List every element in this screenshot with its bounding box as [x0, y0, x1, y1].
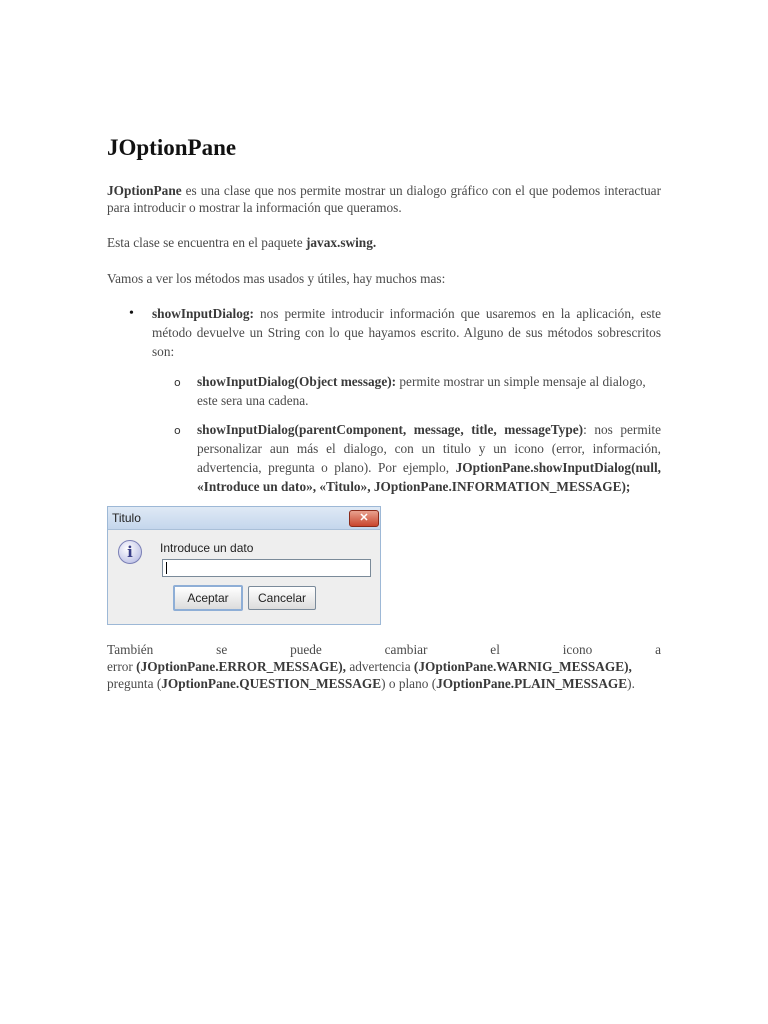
methods-intro: Vamos a ver los métodos mas usados y útiles, hay muchos mas:	[107, 271, 446, 286]
sub-signature: showInputDialog(parentComponent, message, title, messageType)	[197, 422, 584, 437]
bullet-desc: nos permite introducir información que usaremos en la aplicación, este método devuelve un String con lo que hayamos escrito. Alguno de sus métodos sobrescritos son:	[152, 306, 661, 359]
package-paragraph	[107, 234, 661, 251]
page-title: JOptionPane	[107, 135, 237, 160]
information-icon: i	[118, 540, 142, 564]
sub-item-text	[197, 372, 661, 410]
bullet-dot-icon: •	[129, 306, 134, 321]
sub-example: JOptionPane.showInputDialog(null, «Introduce un dato», «Titulo», JOptionPane.INFORMATION_MESSAGE);	[197, 460, 661, 494]
sub-item-text	[197, 420, 661, 496]
dialog-titlebar	[108, 507, 380, 530]
dialog-text-input[interactable]	[162, 559, 371, 577]
dialog-title: Titulo	[112, 511, 141, 525]
bullet-text	[152, 304, 661, 361]
circle-bullet-icon: o	[174, 424, 181, 437]
intro-paragraph	[107, 182, 661, 216]
closing-constant: (JOptionPane.WARNIG_MESSAGE),	[413, 659, 632, 674]
intro-term: JOptionPane	[107, 183, 182, 198]
circle-bullet-icon: o	[174, 376, 181, 389]
closing-constant: JOptionPane.PLAIN_MESSAGE	[436, 676, 628, 691]
bullet-method: showInputDialog:	[152, 306, 254, 321]
dialog-message: Introduce un dato	[160, 541, 254, 555]
closing-text: ).	[627, 676, 635, 691]
closing-line-2	[107, 658, 661, 675]
package-text: Esta clase se encuentra en el paquete	[107, 235, 306, 250]
closing-text: ) o plano (	[381, 676, 437, 691]
sub-signature: showInputDialog(Object message):	[197, 374, 397, 389]
closing-line-3	[107, 675, 661, 692]
closing-text: pregunta (	[107, 676, 162, 691]
package-name: javax.swing.	[305, 235, 377, 250]
accept-button[interactable]: Aceptar	[173, 585, 243, 611]
text-caret	[166, 562, 167, 574]
closing-text: error	[107, 659, 137, 674]
sub-desc: : nos permite personalizar aun más el dialogo, con un titulo y un icono (error, información, advertencia, pregunta o plano). Por ejemplo,	[197, 422, 661, 475]
closing-constant: (JOptionPane.ERROR_MESSAGE),	[136, 659, 346, 674]
closing-line-1: También se puede cambiar el icono a	[107, 642, 661, 657]
close-icon[interactable]: ✕	[349, 510, 379, 527]
input-dialog-screenshot	[107, 506, 381, 625]
cancel-button[interactable]: Cancelar	[248, 586, 316, 610]
sub-desc: permite mostrar un simple mensaje al dialogo, este sera una cadena.	[197, 374, 646, 408]
closing-constant: JOptionPane.QUESTION_MESSAGE	[161, 676, 382, 691]
closing-text: advertencia	[346, 659, 414, 674]
intro-text: es una clase que nos permite mostrar un dialogo gráfico con el que podemos interactuar para introducir o mostrar la información que queramos.	[107, 183, 661, 215]
